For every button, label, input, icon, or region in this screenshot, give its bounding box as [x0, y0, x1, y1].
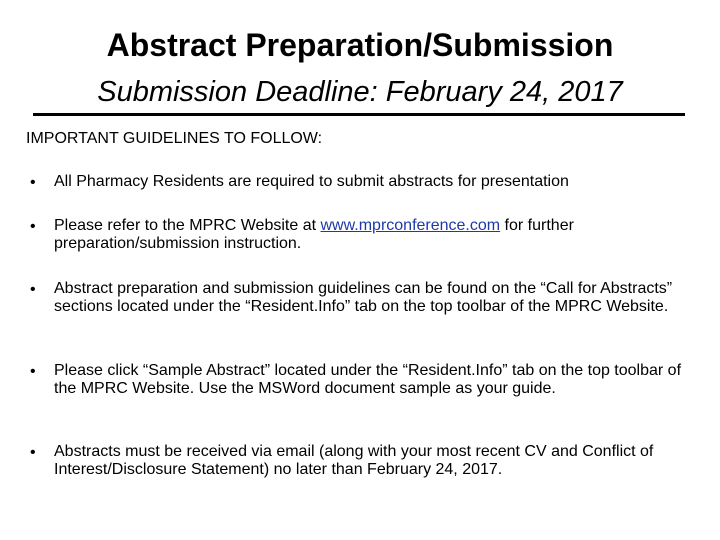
guideline-text: Abstract preparation and submission guidelines can be found on the “Call for Abstracts” sections located under the “Resident.Info” tab on the top toolbar of the MPRC Website. [54, 280, 673, 315]
guidelines-heading: IMPORTANT GUIDELINES TO FOLLOW: [26, 130, 323, 147]
bullet-icon: • [30, 444, 36, 461]
guideline-text-after-link: for further preparation/submission instruction. [54, 217, 574, 252]
bullet-icon: • [30, 218, 36, 235]
guideline-text: Please click “Sample Abstract” located under the “Resident.Info” tab on the top toolbar of the MPRC Website. Use the MSWord document sample as your guide. [54, 362, 682, 397]
bullet-icon: • [30, 281, 36, 298]
bullet-icon: • [30, 174, 36, 191]
slide-subtitle: Submission Deadline: February 24, 2017 [97, 76, 623, 108]
guideline-text: All Pharmacy Residents are required to submit abstracts for presentation [54, 173, 569, 190]
title-divider [33, 113, 685, 116]
guideline-text [54, 217, 706, 253]
guideline-text: Abstracts must be received via email (along with your most recent CV and Conflict of Interest/Disclosure Statement) no later than February 24, 2017. [54, 443, 654, 478]
mprc-website-link[interactable]: www.mprconference.com [320, 217, 501, 234]
bullet-icon: • [30, 363, 36, 380]
guideline-text-before-link: Please refer to the MPRC Website at [54, 217, 321, 234]
slide-title: Abstract Preparation/Submission [106, 27, 614, 63]
